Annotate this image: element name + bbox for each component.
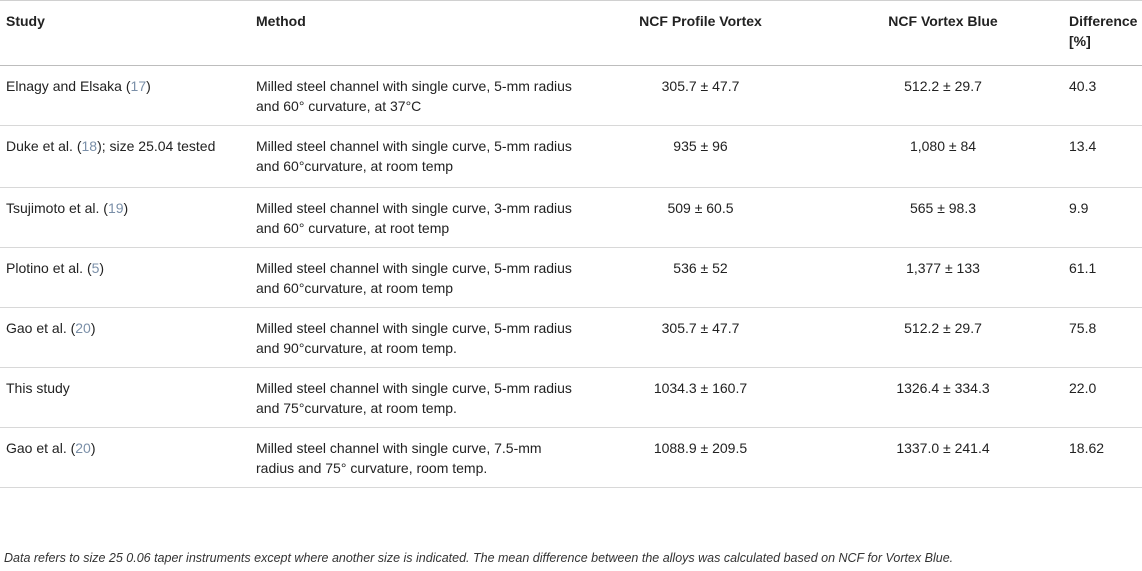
study-text: Gao et al. ( bbox=[6, 320, 76, 336]
table-row bbox=[0, 126, 1142, 188]
study-text: Elnagy and Elsaka ( bbox=[6, 78, 131, 94]
header-ncf-vortex-blue: NCF Vortex Blue bbox=[888, 13, 998, 29]
difference-cell: 75.8 bbox=[1069, 320, 1097, 336]
study-cell bbox=[0, 126, 250, 188]
study-cell bbox=[0, 66, 250, 126]
ncf-profile-vortex-cell: 1034.3 ± 160.7 bbox=[653, 380, 748, 396]
method-cell: Milled steel channel with single curve, 5-mm radius and 60° curvature, at 37°C bbox=[256, 78, 572, 114]
study-text-suffix: ) bbox=[99, 260, 105, 276]
ncf-profile-vortex-cell: 1088.9 ± 209.5 bbox=[653, 440, 748, 456]
header-ncf-profile-vortex: NCF Profile Vortex bbox=[639, 13, 762, 29]
header-difference: Difference [%] bbox=[1069, 13, 1138, 49]
reference-link[interactable]: 18 bbox=[81, 138, 98, 154]
difference-cell: 18.62 bbox=[1069, 440, 1105, 456]
ncf-profile-vortex-cell: 536 ± 52 bbox=[673, 260, 728, 276]
study-text-suffix: ); size 25.04 tested bbox=[97, 138, 216, 154]
ncf-vortex-blue-cell: 1,080 ± 84 bbox=[909, 138, 977, 154]
difference-cell: 9.9 bbox=[1069, 200, 1089, 216]
header-method: Method bbox=[256, 13, 306, 29]
difference-cell: 13.4 bbox=[1069, 138, 1097, 154]
study-cell bbox=[0, 308, 250, 368]
ncf-vortex-blue-cell: 1326.4 ± 334.3 bbox=[896, 380, 990, 396]
study-text: Duke et al. ( bbox=[6, 138, 82, 154]
study-cell bbox=[0, 428, 250, 488]
reference-link[interactable]: 19 bbox=[107, 200, 124, 216]
study-text: Plotino et al. ( bbox=[6, 260, 92, 276]
study-text-suffix: ) bbox=[90, 320, 96, 336]
study-text: Tsujimoto et al. ( bbox=[6, 200, 108, 216]
reference-link[interactable]: 20 bbox=[75, 440, 91, 456]
ncf-vortex-blue-cell: 1,377 ± 133 bbox=[906, 260, 980, 276]
table-row bbox=[0, 248, 1142, 308]
study-text-suffix: ) bbox=[90, 440, 96, 456]
study-cell bbox=[0, 248, 250, 308]
study-cell bbox=[0, 188, 250, 248]
table-footnote: Data refers to size 25 0.06 taper instruments except where another size is indicated. The mean difference between the alloys was calculated based on NCF for Vortex Blue. bbox=[4, 551, 954, 565]
table-row bbox=[0, 188, 1142, 248]
ncf-vortex-blue-cell: 512.2 ± 29.7 bbox=[904, 320, 982, 336]
table-row bbox=[0, 66, 1142, 126]
ncf-profile-vortex-cell: 509 ± 60.5 bbox=[667, 200, 734, 216]
table-row bbox=[0, 428, 1142, 488]
study-text-suffix: ) bbox=[123, 200, 129, 216]
method-cell: Milled steel channel with single curve, 7.5-mm radius and 75° curvature, room temp. bbox=[256, 440, 542, 476]
difference-cell: 40.3 bbox=[1069, 78, 1097, 94]
method-cell: Milled steel channel with single curve, 5-mm radius and 60°curvature, at room temp bbox=[256, 138, 572, 174]
study-text: Gao et al. ( bbox=[6, 440, 76, 456]
table-row bbox=[0, 368, 1142, 428]
ncf-vortex-blue-cell: 565 ± 98.3 bbox=[909, 200, 977, 216]
ncf-profile-vortex-cell: 935 ± 96 bbox=[673, 138, 728, 154]
reference-link[interactable]: 17 bbox=[130, 78, 147, 94]
table-row bbox=[0, 308, 1142, 368]
study-text: This study bbox=[6, 380, 70, 396]
difference-cell: 61.1 bbox=[1069, 260, 1097, 276]
header-study: Study bbox=[6, 13, 45, 29]
ncf-profile-vortex-cell: 305.7 ± 47.7 bbox=[661, 78, 740, 94]
method-cell: Milled steel channel with single curve, 3-mm radius and 60° curvature, at root temp bbox=[256, 200, 572, 236]
study-cell bbox=[0, 368, 250, 428]
method-cell: Milled steel channel with single curve, 5-mm radius and 60°curvature, at room temp bbox=[256, 260, 572, 296]
ncf-vortex-blue-cell: 1337.0 ± 241.4 bbox=[896, 440, 990, 456]
table-header-row bbox=[0, 1, 1142, 66]
method-cell: Milled steel channel with single curve, 5-mm radius and 90°curvature, at room temp. bbox=[256, 320, 572, 356]
ncf-profile-vortex-cell: 305.7 ± 47.7 bbox=[661, 320, 740, 336]
reference-link[interactable]: 20 bbox=[75, 320, 91, 336]
reference-link[interactable]: 5 bbox=[91, 260, 100, 276]
method-cell: Milled steel channel with single curve, 5-mm radius and 75°curvature, at room temp. bbox=[256, 380, 572, 416]
study-text-suffix: ) bbox=[146, 78, 151, 94]
ncf-vortex-blue-cell: 512.2 ± 29.7 bbox=[904, 78, 982, 94]
difference-cell: 22.0 bbox=[1069, 380, 1097, 396]
